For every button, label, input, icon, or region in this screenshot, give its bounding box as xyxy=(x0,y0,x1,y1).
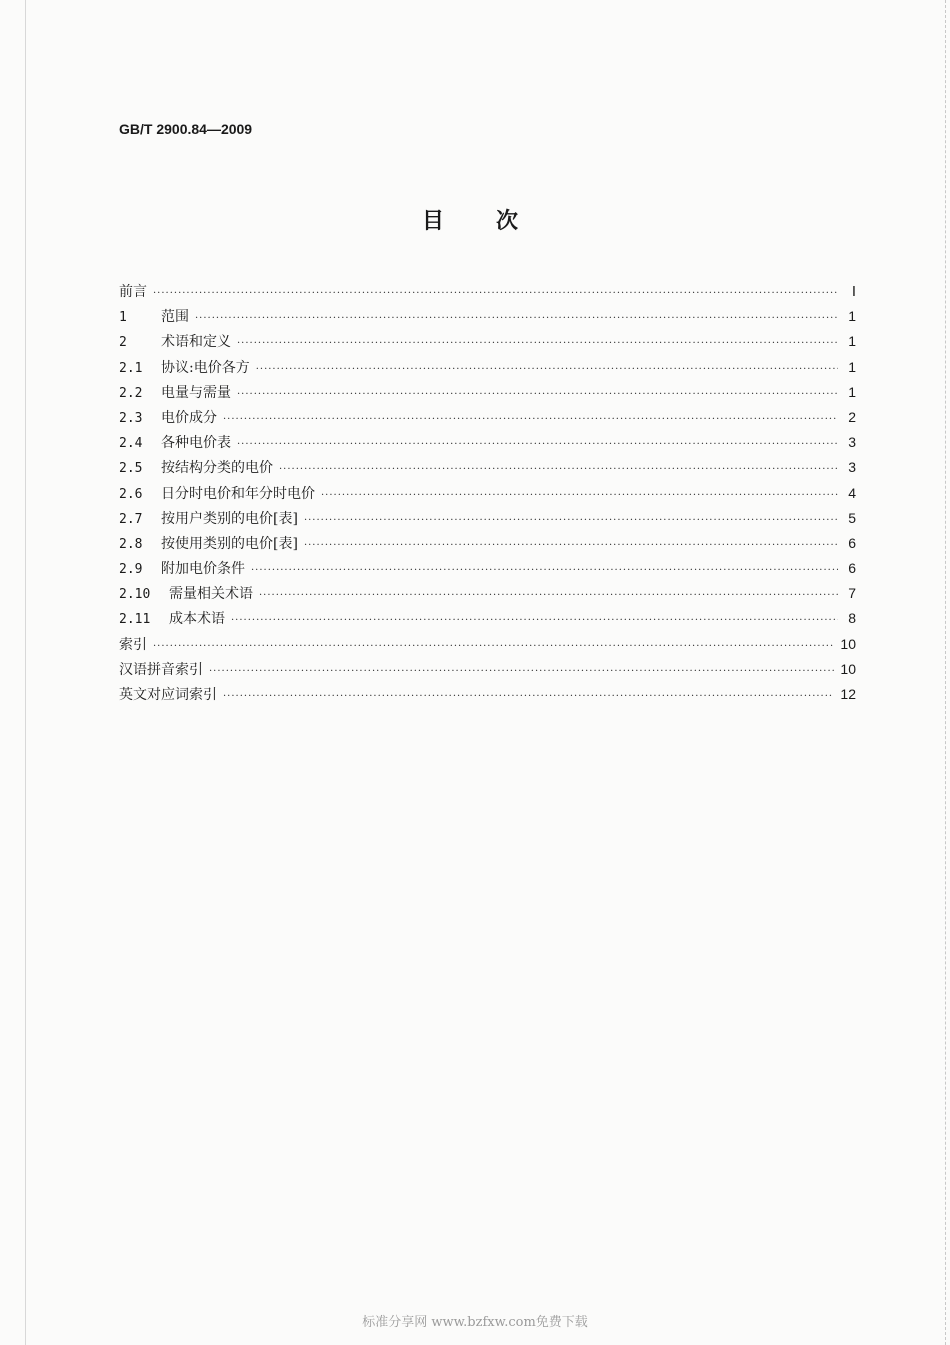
toc-entry-number: 2.11 xyxy=(119,612,151,628)
toc-entry[interactable] xyxy=(119,558,856,583)
table-of-contents xyxy=(119,281,856,709)
toc-entry[interactable] xyxy=(119,508,856,533)
toc-entry[interactable] xyxy=(119,659,856,684)
toc-entry-number: 2 xyxy=(119,335,127,351)
toc-entry[interactable] xyxy=(119,483,856,508)
page-title: 目次 xyxy=(421,208,570,234)
toc-entry-page: 6 xyxy=(848,560,856,577)
page-right-edge xyxy=(945,0,946,1345)
toc-leader-dots xyxy=(321,490,838,501)
toc-leader-dots xyxy=(195,313,838,324)
toc-entry-page: 10 xyxy=(840,635,856,652)
toc-entry-label: 汉语拼音索引 xyxy=(119,661,203,678)
toc-entry[interactable] xyxy=(119,306,856,331)
toc-entry-page: 1 xyxy=(848,358,856,375)
toc-leader-dots xyxy=(223,414,838,425)
toc-entry-number: 2.5 xyxy=(119,461,143,477)
toc-entry-page: 3 xyxy=(848,459,856,476)
toc-entry-page: 8 xyxy=(848,610,856,627)
toc-leader-dots xyxy=(251,565,838,576)
toc-leader-dots xyxy=(153,288,838,299)
footer-watermark: 标准分享网 www.bzfxw.com免费下载 xyxy=(362,1315,588,1330)
toc-entry[interactable] xyxy=(119,357,856,382)
toc-entry[interactable] xyxy=(119,608,856,633)
toc-entry-label: 按用户类别的电价[表] xyxy=(161,510,298,527)
toc-leader-dots xyxy=(279,464,838,475)
toc-entry-page: 1 xyxy=(848,383,856,400)
toc-leader-dots xyxy=(304,515,838,526)
toc-leader-dots xyxy=(237,389,838,400)
toc-entry-label: 按结构分类的电价 xyxy=(161,460,273,477)
toc-entry-number: 2.1 xyxy=(119,360,143,376)
toc-entry-page: 1 xyxy=(848,333,856,350)
toc-entry-page: 10 xyxy=(840,660,856,677)
toc-entry-page: 2 xyxy=(848,408,856,425)
toc-leader-dots xyxy=(256,364,838,375)
toc-entry-page: 3 xyxy=(848,434,856,451)
toc-entry[interactable] xyxy=(119,583,856,608)
toc-entry-label: 术语和定义 xyxy=(161,334,231,351)
toc-entry-number: 2.6 xyxy=(119,486,143,502)
toc-leader-dots xyxy=(153,641,834,652)
toc-entry[interactable] xyxy=(119,281,856,306)
toc-entry-page: 4 xyxy=(848,484,856,501)
toc-entry[interactable] xyxy=(119,533,856,558)
toc-entry-label: 电价成分 xyxy=(161,409,217,426)
toc-entry-label: 各种电价表 xyxy=(161,435,231,452)
toc-entry-page: 7 xyxy=(848,585,856,602)
toc-entry[interactable] xyxy=(119,382,856,407)
toc-leader-dots xyxy=(231,615,838,626)
toc-leader-dots xyxy=(209,666,834,677)
standard-number: GB/T 2900.84—2009 xyxy=(119,121,253,137)
toc-entry-label: 索引 xyxy=(119,636,147,653)
toc-entry-number: 2.7 xyxy=(119,511,143,527)
toc-entry-label: 附加电价条件 xyxy=(161,561,245,578)
toc-entry-number: 1 xyxy=(119,310,127,326)
toc-leader-dots xyxy=(237,338,838,349)
toc-entry-label: 按使用类别的电价[表] xyxy=(161,535,298,552)
toc-entry-label: 日分时电价和年分时电价 xyxy=(161,485,315,502)
toc-entry-number: 2.3 xyxy=(119,410,143,426)
toc-entry[interactable] xyxy=(119,634,856,659)
toc-entry-number: 2.8 xyxy=(119,536,143,552)
toc-leader-dots xyxy=(304,540,838,551)
toc-entry-label: 英文对应词索引 xyxy=(119,687,217,703)
toc-entry-page: 1 xyxy=(848,308,856,325)
toc-entry-page: 6 xyxy=(848,534,856,551)
page-left-edge xyxy=(25,0,26,1345)
toc-leader-dots xyxy=(259,590,838,601)
toc-leader-dots xyxy=(237,439,838,450)
toc-entry-label: 范围 xyxy=(161,309,189,326)
toc-entry-number: 2.2 xyxy=(119,385,143,401)
toc-entry[interactable] xyxy=(119,331,856,356)
toc-entry-page: 12 xyxy=(840,686,856,702)
toc-entry-label: 需量相关术语 xyxy=(169,586,253,603)
toc-entry-label: 协议:电价各方 xyxy=(161,359,250,376)
toc-entry-page: Ⅰ xyxy=(851,283,856,299)
toc-entry[interactable] xyxy=(119,432,856,457)
toc-leader-dots xyxy=(223,691,834,702)
toc-entry-number: 2.10 xyxy=(119,587,151,603)
toc-entry[interactable] xyxy=(119,407,856,432)
toc-entry[interactable] xyxy=(119,457,856,482)
toc-entry-label: 电量与需量 xyxy=(161,384,231,401)
toc-entry-number: 2.9 xyxy=(119,562,143,578)
toc-entry-label: 前言 xyxy=(119,284,147,300)
toc-entry-number: 2.4 xyxy=(119,436,143,452)
toc-entry-page: 5 xyxy=(848,509,856,526)
toc-entry-label: 成本术语 xyxy=(169,611,225,628)
toc-entry[interactable] xyxy=(119,684,856,709)
